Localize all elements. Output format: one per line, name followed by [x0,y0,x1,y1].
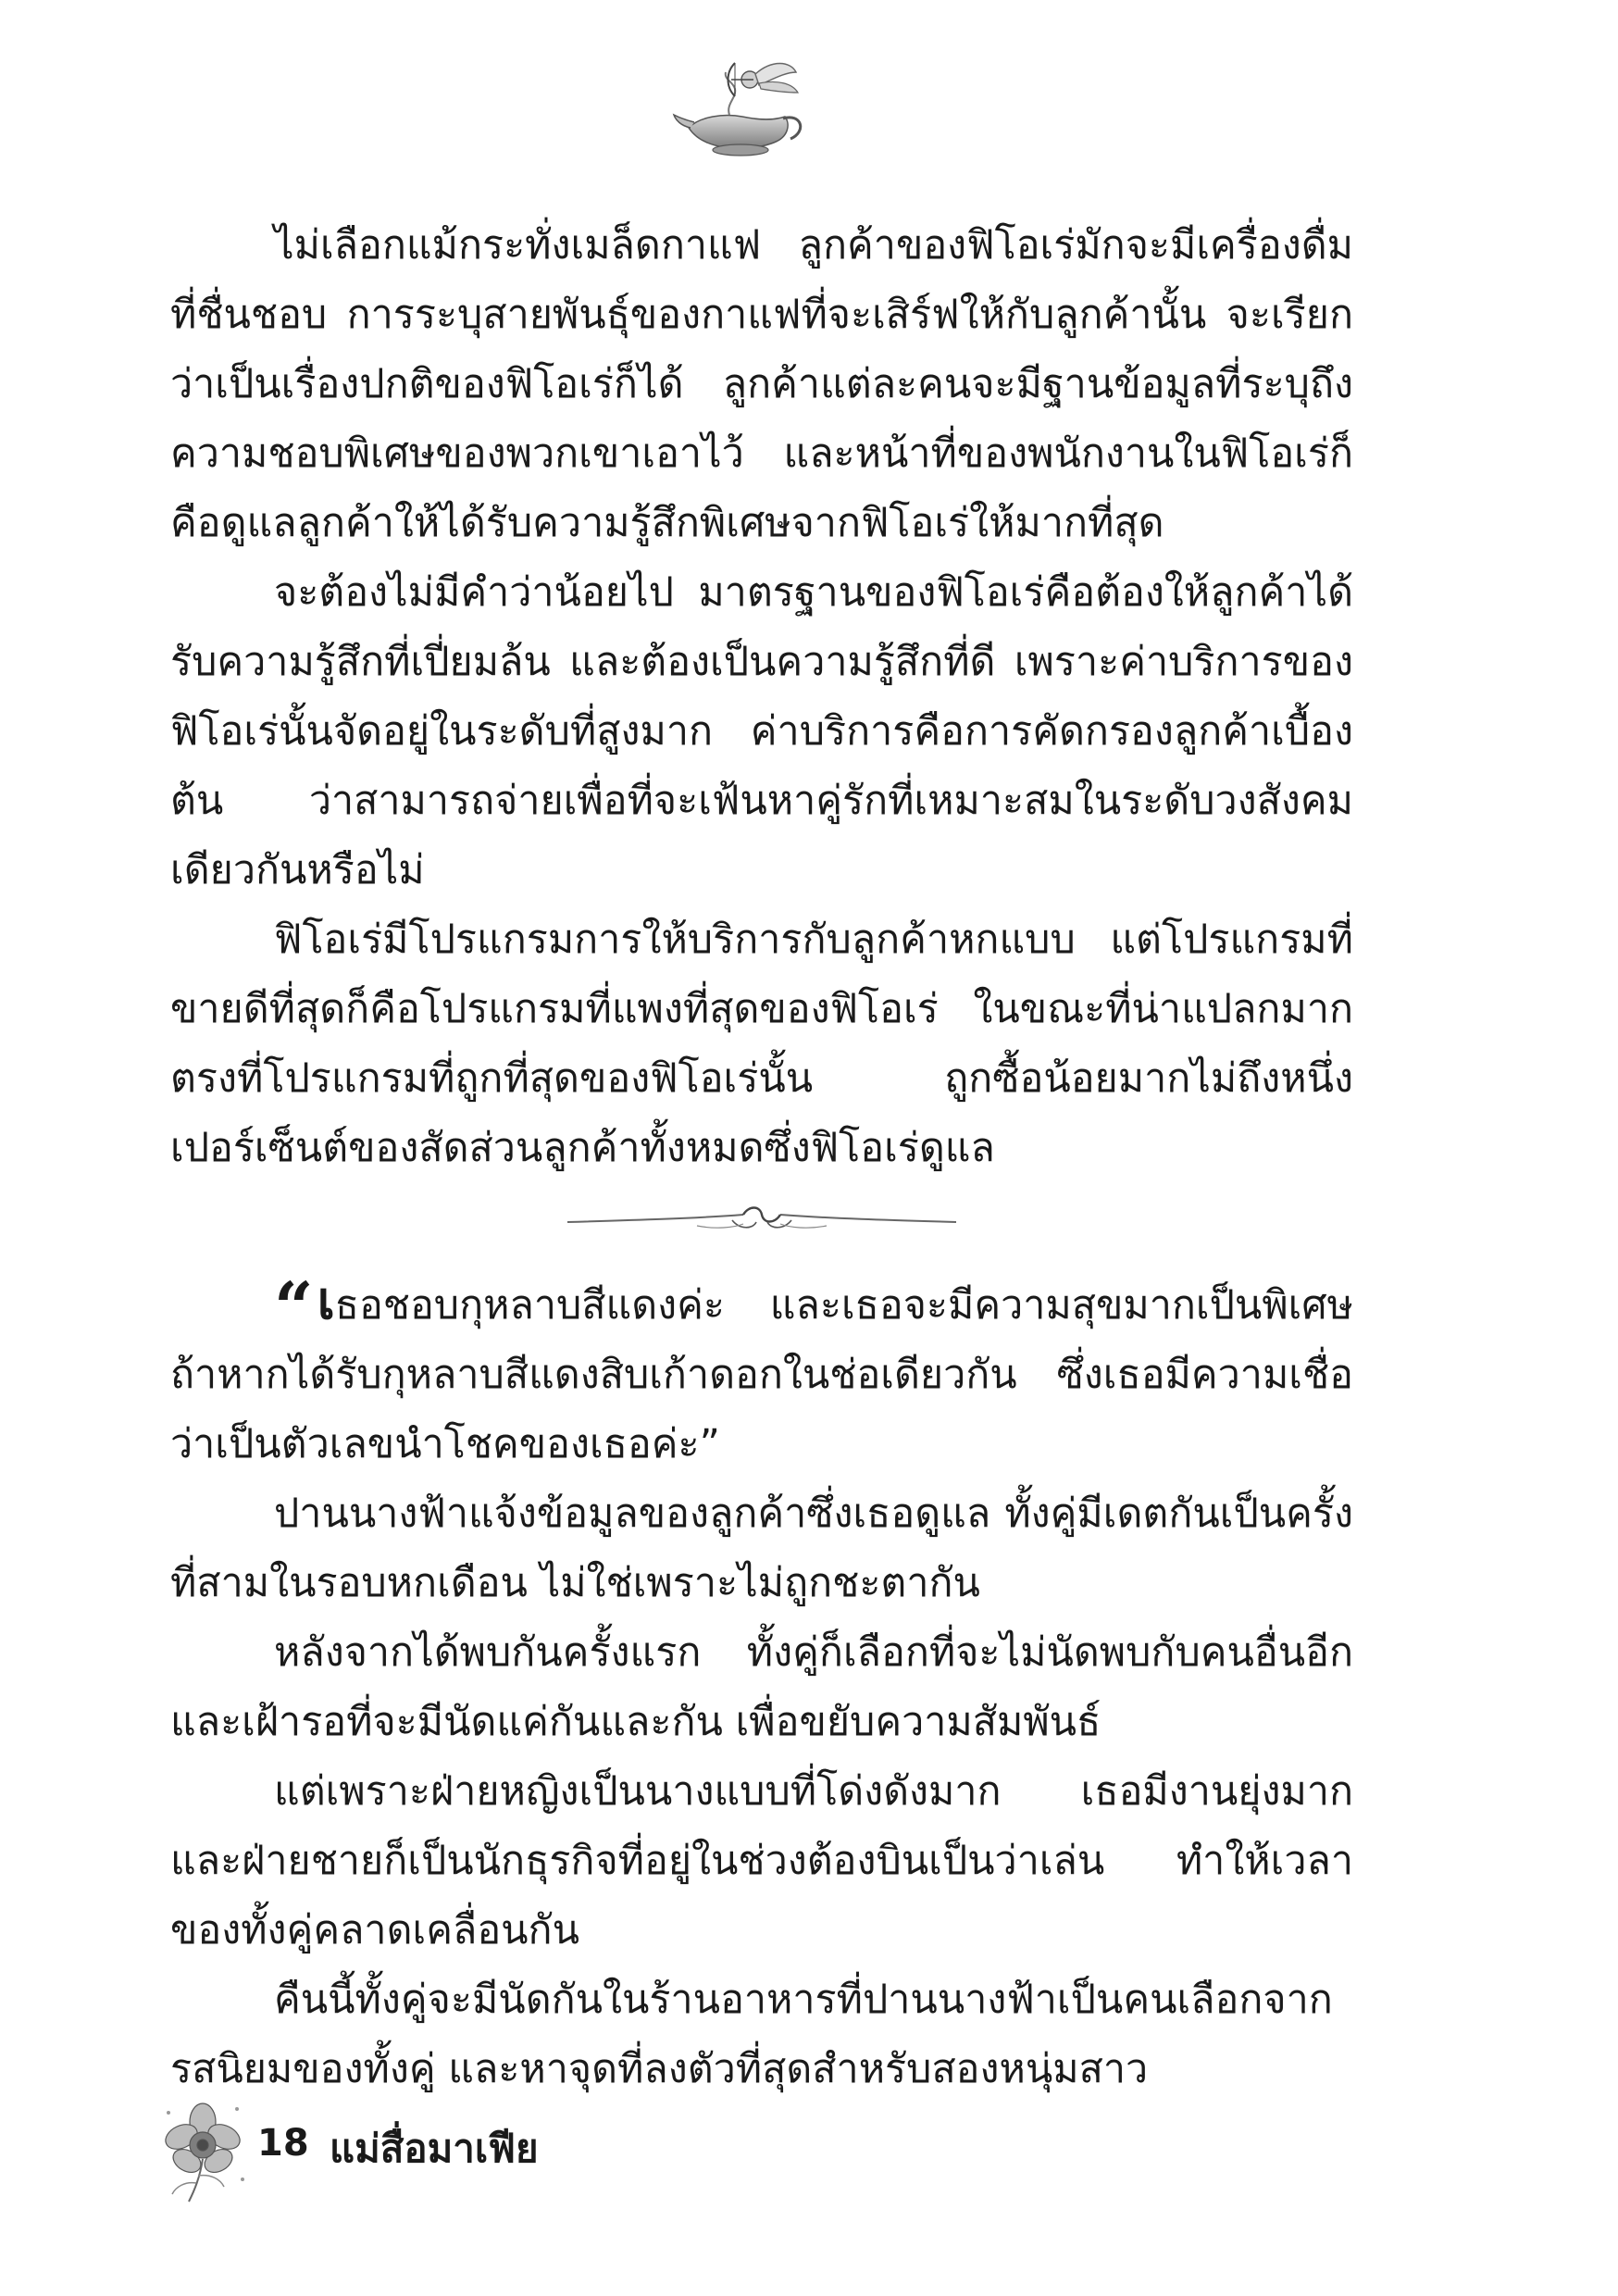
paragraph-7: คืนนี้ทั้งคู่จะมีนัดกันในร้านอาหารที่ปานนางฟ้าเป็นคนเลือกจากรสนิยมของทั้งคู่ และหาจุดที่ลงตัวที่สุดสำหรับสองหนุ่มสาว [170,1977,1333,2092]
quote-dropcap: เ [317,1271,335,1331]
paragraph-3: ฟิโอเร่มีโปรแกรมการให้บริการกับลูกค้าหกแบบ แต่โปรแกรมที่ขายดีที่สุดก็คือโปรแกรมที่แพงที่สุดของฟิโอเร่ ในขณะที่น่าแปลกมากตรงที่โปรแกรมที่ถูกที่สุดของฟิโอเร่นั้น ถูกซื้อน้อยมากไม่ถึงหนึ่งเปอร์เซ็นต์ของสัดส่วนลูกค้าทั้งหมดซึ่งฟิโอเร่ดูแล [170,917,1353,1171]
quote-text: ธอชอบกุหลาบสีแดงค่ะ และเธอจะมีความสุขมากเป็นพิเศษถ้าหากได้รับกุหลาบสีแดงสิบเก้าดอกในช่อเดียวกัน ซึ่งเธอมีความเชื่อว่าเป็นตัวเลขนำโชคของเธอค่ะ” [170,1282,1353,1467]
paragraph-6: แต่เพราะฝ่ายหญิงเป็นนางแบบที่โด่งดังมาก เธอมีงานยุ่งมาก และฝ่ายชายก็เป็นนักธุรกิจที่อยู่ในช่วงต้องบินเป็นว่าเล่น ทำให้เวลาของทั้งคู่คลาดเคลื่อนกัน [170,1768,1353,1953]
page-footer [152,2094,707,2205]
paragraph-5: หลังจากได้พบกันครั้งแรก ทั้งคู่ก็เลือกที่จะไม่นัดพบกับคนอื่นอีกและเฝ้ารอที่จะมีนัดแค่กันและกัน เพื่อขยับความสัมพันธ์ [170,1629,1353,1745]
paragraph-4: ปานนางฟ้าแจ้งข้อมูลของลูกค้าซึ่งเธอดูแล ทั้งคู่มีเดตกันเป็นครั้งที่สามในรอบหกเดือน ไม่ใช่เพราะไม่ถูกชะตากัน [170,1491,1353,1606]
paragraph-2: จะต้องไม่มีคำว่าน้อยไป มาตรฐานของฟิโอเร่คือต้องให้ลูกค้าได้รับความรู้สึกที่เปี่ยมล้น และต้องเป็นความรู้สึกที่ดี เพราะค่าบริการของฟิโอเร่นั้นจัดอยู่ในระดับที่สูงมาก ค่าบริการคือการคัดกรองลูกค้าเบื้องต้น ว่าสามารถจ่ายเพื่อที่จะเฟ้นหาคู่รักที่เหมาะสมในระดับวงสังคมเดียวกันหรือไม่ [170,569,1353,893]
paragraph-1: ไม่เลือกแม้กระทั่งเมล็ดกาแฟ ลูกค้าของฟิโอเร่มักจะมีเครื่องดื่มที่ชื่นชอบ การระบุสายพันธุ์ของกาแฟที่จะเสิร์ฟให้กับลูกค้านั้น จะเรียกว่าเป็นเรื่องปกติของฟิโอเร่ก็ได้ ลูกค้าแต่ละคนจะมีฐานข้อมูลที่ระบุถึงความชอบพิเศษของพวกเขาเอาไว้ และหน้าที่ของพนักงานในฟิโอเร่ก็คือดูแลลูกค้าให้ได้รับความรู้สึกพิเศษจากฟิโอเร่ให้มากที่สุด [170,222,1353,546]
page-number: 18 [257,2122,309,2165]
page-body [170,211,1353,2104]
flower-ornament-icon [152,2094,254,2205]
flourish-divider-icon [558,1202,965,1239]
quote-paragraph [170,1267,1353,1479]
cupid-teapot-ornament-icon [670,52,809,161]
book-title: แม่สื่อมาเฟีย [330,2126,539,2171]
quote-open-mark: “ [274,1268,314,1348]
